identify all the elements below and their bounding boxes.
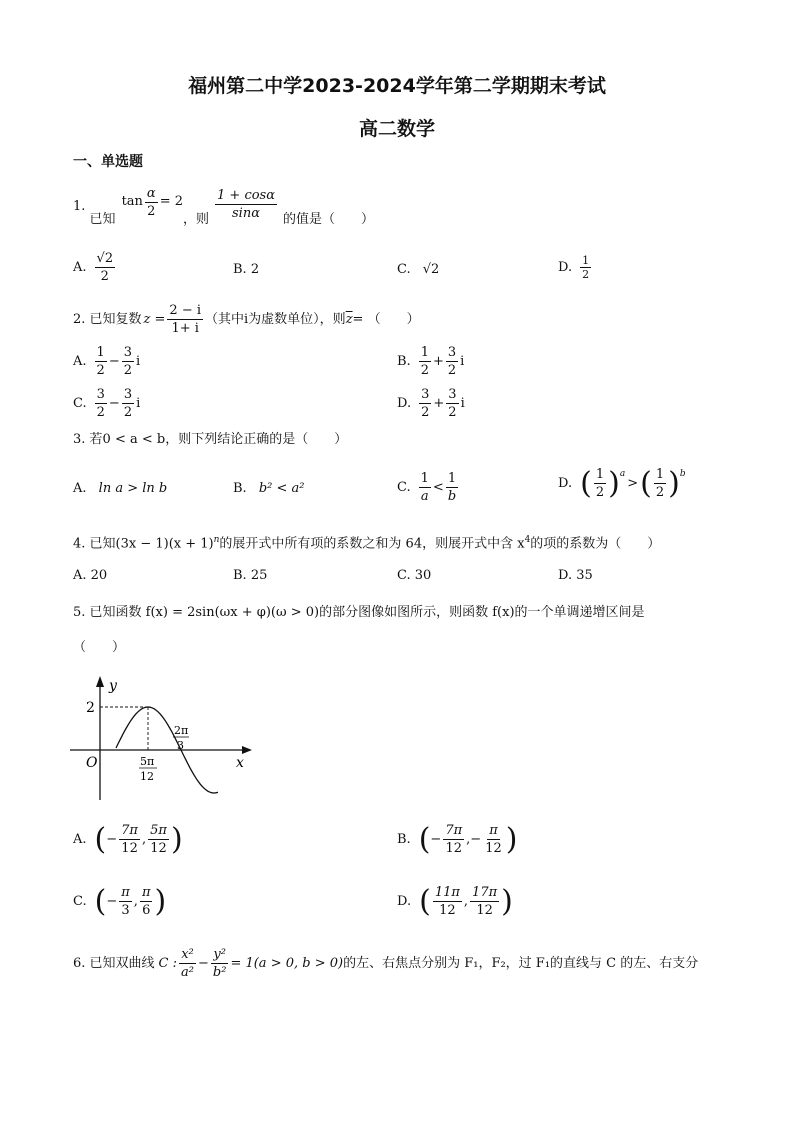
q5-option-b: B. ( − $\frac{7\pi}{12}$ , − $\frac{\pi}{12}$ ) [397, 821, 518, 857]
q6-y2: y² [213, 947, 226, 962]
q1-option-d [558, 254, 593, 281]
q2-b-num1: 1 [420, 345, 429, 360]
q3-c-den1: a [420, 489, 429, 504]
x-axis-label: x [236, 755, 244, 771]
q2-c-den2: 2 [123, 405, 133, 420]
q2-a-frac2 [122, 344, 134, 379]
q6-post: 的左、右焦点分别为 F₁，F₂，过 F₁的直线与 C 的左、右支分 [343, 955, 699, 971]
y-axis-label: y [109, 678, 117, 694]
q1-option-b: B. 2 [233, 262, 260, 277]
q5-label-a: A. [73, 831, 87, 847]
question-1 [73, 186, 374, 228]
exam-title: 福州第二中学2023-2024学年第二学期期末考试 [188, 75, 606, 97]
q5-b-sign1: − [430, 831, 442, 847]
q5-d-frac2 [470, 884, 499, 919]
q1-condition [122, 185, 183, 220]
q1-label-c: C. [397, 262, 411, 277]
q3-c-num2: 1 [447, 471, 457, 486]
q4-exp-n: n [213, 535, 220, 545]
q2-b-den2: 2 [447, 363, 457, 378]
question-3: 3. 若0 < a < b，则下列结论正确的是（ ） [73, 432, 348, 447]
q1-alpha-frac [145, 185, 158, 220]
q5-b-num1: 7π [445, 823, 463, 838]
q2-a-i: i [136, 353, 141, 369]
q5-b-den2: 12 [485, 841, 502, 856]
y-tick-label: 2 [86, 700, 95, 716]
q3-c-num1: 1 [420, 471, 429, 486]
q2-option-b [397, 344, 464, 379]
q3-d-op: > [627, 475, 639, 491]
q6-x2: x² [181, 947, 194, 962]
q2-c-frac2 [122, 386, 134, 421]
x-axis-arrow-icon [242, 746, 252, 754]
q2-den: 1+ i [171, 321, 199, 336]
q1-post: 的值是（ ） [283, 212, 375, 227]
q6-pre: 6. 已知双曲线 [73, 955, 155, 971]
q5-label-d: D. [397, 893, 412, 909]
q2-a-op: − [108, 353, 120, 369]
q4-option-a: A. 20 [73, 568, 108, 583]
q2-option-a [73, 344, 140, 379]
q3-d-exp-a: a [619, 469, 626, 479]
q5-option-d: D. ( $\frac{11\pi}{12}$ , $\frac{17\pi}{12}$ ) [397, 883, 513, 919]
q3-label-d: D. [558, 475, 573, 491]
q2-c-num2: 3 [123, 387, 133, 402]
q1-expr-frac [215, 187, 277, 222]
q1-label-a: A. [73, 259, 87, 275]
q2-label-c: C. [73, 395, 87, 411]
q5-sine-graph [60, 668, 270, 808]
q6-frac-x [179, 946, 196, 981]
q2-d-num2: 3 [448, 387, 457, 402]
q3-c-op: < [432, 479, 444, 495]
q2-a-den1: 2 [96, 363, 105, 378]
x-tick-b-num: 2π [174, 724, 189, 737]
q1-pre: 已知 [89, 212, 116, 227]
q3-option-b [233, 481, 304, 497]
q5-a-num1: 7π [121, 823, 138, 838]
question-6: 6. 已知双曲线 C : $\frac{\text{x²}}{\text{a²}}$ − $\frac{\text{y²}}{\text{b²}}$ = 1(a > 0, b > 0) 的左、右焦点分别为 F₁，F₂，过 F₁的直线与 C 的左、右支分 [73, 947, 699, 980]
q1-opt-c: √2 [422, 262, 440, 277]
x-tick-a-num: 5π [140, 755, 155, 768]
q5-d-num2: 17π [472, 885, 498, 900]
q1-opt-a-frac [95, 250, 116, 285]
section-heading: 一、单选题 [73, 154, 143, 170]
q2-option-c [73, 386, 140, 421]
q5-a-sign1: − [106, 831, 118, 847]
q5-a-den2: 12 [150, 841, 167, 856]
q3-d-num2: 1 [655, 467, 665, 482]
q5-label-b: B. [397, 831, 411, 847]
q2-a-frac1 [95, 344, 107, 379]
x-tick-a-den: 12 [140, 770, 154, 783]
q5-b-frac2 [483, 822, 504, 857]
q5-b-sign2: − [470, 831, 482, 847]
q4-pre: 4. 已知(3x − 1)(x + 1) [73, 536, 214, 552]
q5-b-num2: π [489, 823, 498, 838]
q6-frac-y [211, 946, 229, 981]
q1-opt-a-den: 2 [100, 269, 109, 284]
q1-option-a [73, 250, 117, 285]
q5-d-den1: 12 [439, 903, 456, 918]
q5-c-frac2 [140, 884, 153, 919]
q2-d-i: i [460, 395, 465, 411]
q2-num: 2 − i [169, 303, 202, 318]
exam-subject: 高二数学 [358, 118, 435, 140]
q2-b-frac2 [446, 344, 458, 379]
q2-b-i: i [460, 353, 465, 369]
q5-d-frac1 [433, 884, 462, 919]
q3-d-num1: 1 [595, 467, 605, 482]
q2-d-op: + [433, 395, 445, 411]
q6-cond: = 1(a > 0, b > 0) [230, 955, 344, 971]
q3-label-a: A. [73, 481, 87, 496]
q4-option-b: B. 25 [233, 568, 268, 583]
q2-c-i: i [136, 395, 141, 411]
q5-option-c: C. ( − $\frac{\pi}{3}$ , $\frac{\pi}{6}$ ) [73, 883, 167, 919]
q2-frac [167, 302, 203, 337]
q2-b-frac1 [419, 344, 431, 379]
q4-post: 的项的系数为（ ） [530, 536, 661, 552]
q3-opt-a: ln a > ln b [98, 481, 168, 496]
origin-label: O [86, 755, 98, 771]
question-2 [73, 302, 420, 337]
y-axis-arrow-icon [96, 676, 104, 687]
q1-eq2: = 2 [159, 194, 183, 209]
q2-c-frac1 [95, 386, 107, 421]
q3-c-frac2 [446, 470, 458, 505]
q1-opt-d-num: 1 [582, 254, 590, 267]
q3-label-c: C. [397, 479, 411, 495]
q1-then: ，则 [183, 212, 210, 227]
q2-label-d: D. [397, 395, 412, 411]
q2-post: （其中i为虚数单位），则 [205, 311, 346, 327]
q3-d-exp-b: b [679, 469, 686, 479]
q2-c-den1: 2 [96, 405, 105, 420]
q1-opt-d-frac [580, 254, 591, 281]
q4-exp-4: 4 [524, 535, 531, 545]
q6-b2: b² [212, 965, 227, 980]
q3-c-den2: b [447, 489, 457, 504]
q1-option-c [397, 262, 439, 278]
q4-mid: 的展开式中所有项的系数之和为 64，则展开式中含 x [219, 536, 525, 552]
q3-option-c [397, 470, 460, 505]
q5-label-c: C. [73, 893, 87, 909]
q2-a-num2: 3 [123, 345, 132, 360]
q1-alpha-num: α [146, 185, 156, 201]
q1-label-d: D. [558, 259, 573, 275]
q5-c-num2: π [141, 885, 151, 900]
q2-c-op: − [108, 395, 120, 411]
q5-a-frac1 [119, 822, 140, 857]
q1-tan: tan [121, 194, 143, 209]
q3-d-den1: 2 [595, 485, 605, 500]
q2-a-num1: 1 [96, 345, 105, 360]
q5-a-den1: 12 [121, 841, 138, 856]
q3-c-frac1 [419, 470, 431, 505]
q6-a2: a² [181, 965, 194, 980]
q5-c-frac1 [119, 884, 132, 919]
q3-d-den2: 2 [655, 485, 665, 500]
q4-option-c: C. 30 [397, 568, 432, 583]
q1-opt-a-num: √2 [96, 251, 114, 266]
q4-option-d: D. 35 [558, 568, 593, 583]
q2-b-num2: 3 [447, 345, 457, 360]
q1-expr-num: 1 + cosα [217, 187, 276, 203]
q5-c-den2: 6 [142, 903, 151, 918]
q2-zbar: $\overline{z}$ [345, 311, 353, 327]
q2-a-den2: 2 [123, 363, 132, 378]
q1-opt-d-den: 2 [582, 268, 590, 281]
q2-b-op: + [432, 353, 444, 369]
q3-option-d: D. ( $\frac{1}{2}$ ) $^a$ > ( $\frac{1}{2}$ ) $^b$ [558, 465, 686, 501]
q5-d-den2: 12 [476, 903, 493, 918]
q5-option-a: A. ( − $\frac{7\pi}{12}$ , $\frac{5\pi}{12}$ ) [73, 821, 183, 857]
q5-c-sign1: − [106, 893, 118, 909]
q3-d-frac1 [594, 466, 606, 501]
q2-label-b: B. [397, 353, 411, 369]
q2-label-a: A. [73, 353, 87, 369]
q2-eq-paren: = （ ） [352, 311, 420, 327]
q5-c-num1: π [121, 885, 130, 900]
q1-alpha-den: 2 [147, 203, 156, 219]
q5-b-frac1 [443, 822, 464, 857]
q2-pre: 2. 已知复数 [73, 311, 142, 327]
q2-z-eq: z = [143, 311, 166, 327]
q5-c-den1: 3 [121, 903, 130, 918]
q6-c: C : [158, 955, 178, 971]
q2-c-num1: 3 [96, 387, 105, 402]
q3-label-b: B. [233, 481, 247, 496]
q5-a-num2: 5π [150, 823, 167, 838]
q5-a-frac2 [148, 822, 169, 857]
question-4 [73, 532, 660, 552]
x-tick-b-den: 3 [177, 739, 184, 752]
q3-option-a [73, 481, 167, 497]
q1-expr-den: sinα [232, 205, 260, 221]
q2-d-den2: 2 [448, 405, 457, 420]
q5-paren: （ ） [73, 640, 126, 655]
q2-d-frac2 [446, 386, 458, 421]
q2-d-num1: 3 [421, 387, 430, 402]
q1-number: 1. [73, 199, 86, 214]
q2-option-d [397, 386, 465, 421]
q2-d-frac1 [419, 386, 431, 421]
q5-b-den1: 12 [445, 841, 462, 856]
q3-opt-b: b² < a² [258, 481, 305, 496]
q3-d-frac2 [654, 466, 666, 501]
q5-d-num1: 11π [434, 885, 460, 900]
q2-d-den1: 2 [421, 405, 430, 420]
q2-b-den1: 2 [420, 363, 429, 378]
question-5: 5. 已知函数 f(x) = 2sin(ωx + φ)(ω > 0)的部分图像如图所示，则函数 f(x)的一个单调递增区间是 [73, 605, 645, 620]
